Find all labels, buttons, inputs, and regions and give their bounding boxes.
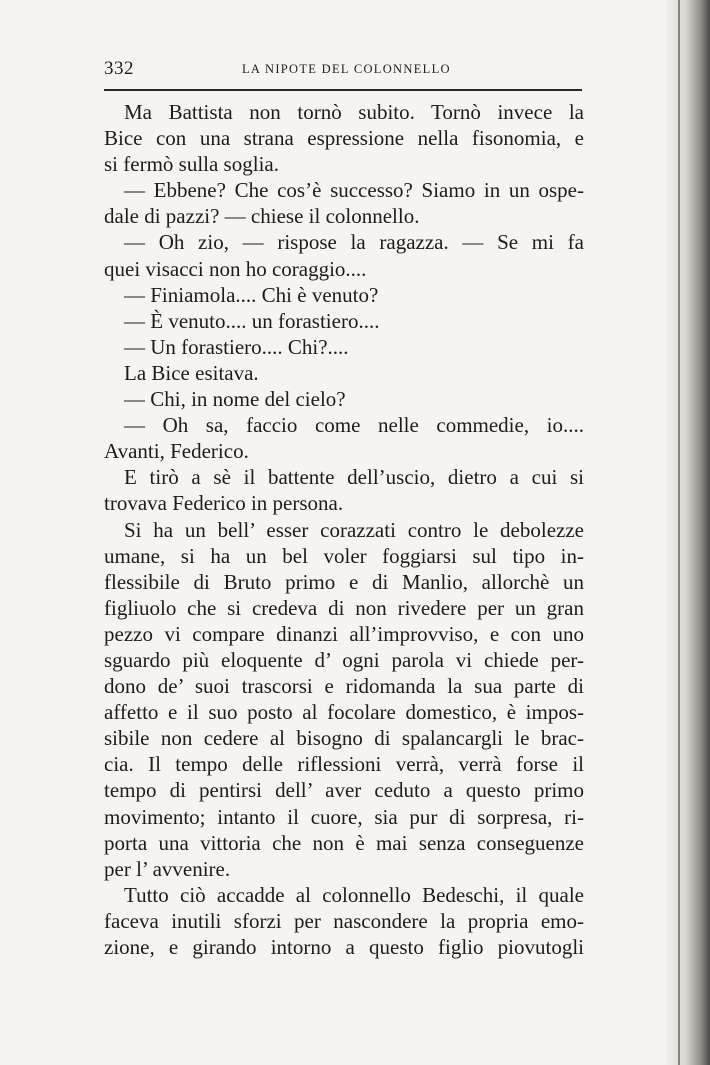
text-line: La Bice esitava. [124, 360, 259, 385]
text-line: Tutto ciò accadde al colonnello Bedeschi, il quale [124, 882, 584, 907]
text-line: dale di pazzi? — chiese il colonnello. [104, 204, 420, 229]
page-gutter-shadow [666, 0, 710, 1065]
page-number: 332 [104, 58, 134, 79]
text-line: — Finiamola.... Chi è venuto? [124, 282, 379, 307]
header-rule [104, 89, 582, 91]
text-line: tempo di pentirsi dell’ aver ceduto a questo primo [104, 778, 584, 803]
text-line: Bice con una strana espressione nella fisonomia, e [104, 126, 584, 151]
text-line: flessibile di Bruto primo e di Manlio, allorchè un [104, 569, 584, 594]
text-line: affetto e il suo posto al focolare domestico, è impos- [104, 700, 584, 725]
text-line: umane, si ha un bel voler foggiarsi sul tipo in- [104, 543, 584, 568]
running-title: LA NIPOTE DEL COLONNELLO [242, 62, 451, 76]
text-line: quei visacci non ho coraggio.... [104, 256, 367, 281]
page-body-text [104, 99, 584, 960]
text-line: cia. Il tempo delle riflessioni verrà, verrà forse il [104, 752, 584, 777]
text-line: per l’ avvenire. [104, 856, 231, 881]
text-line: Avanti, Federico. [104, 439, 249, 464]
text-line: — Oh sa, faccio come nelle commedie, io.... [124, 413, 584, 438]
text-line: — Un forastiero.... Chi?.... [124, 334, 349, 359]
text-line: sguardo più eloquente d’ ogni parola vi chiede per- [104, 647, 584, 672]
text-line: — È venuto.... un forastiero.... [124, 308, 380, 333]
text-line: trovava Federico in persona. [104, 491, 344, 516]
text-line: movimento; intanto il cuore, sia pur di sorpresa, ri- [104, 804, 584, 829]
text-line: Si ha un bell’ esser corazzati contro le debolezze [124, 517, 584, 542]
text-line: zione, e girando intorno a questo figlio piovutogli [104, 935, 584, 959]
text-line: — Ebbene? Che cos’è successo? Siamo in un ospe- [124, 178, 584, 203]
text-line: faceva inutili sforzi per nascondere la propria emo- [104, 908, 584, 933]
text-line: figliuolo che si credeva di non rivedere per un gran [104, 595, 584, 620]
text-line: porta una vittoria che non è mai senza conseguenze [104, 830, 584, 855]
text-line: E tirò a sè il battente dell’uscio, dietro a cui si [124, 465, 584, 490]
text-line: — Oh zio, — rispose la ragazza. — Se mi fa [124, 230, 584, 255]
text-line: pezzo vi compare dinanzi all’improvviso, e con uno [104, 621, 584, 646]
page-header [104, 56, 582, 80]
text-line: Ma Battista non tornò subito. Tornò invece la [124, 100, 584, 124]
page-edge-line [678, 0, 680, 1065]
text-line: — Chi, in nome del cielo? [124, 387, 346, 412]
text-line: sibile non cedere al bisogno di spalancargli le brac- [104, 726, 584, 751]
text-line: si fermò sulla soglia. [104, 152, 279, 177]
text-line: dono de’ suoi trascorsi e ridomanda la sua parte di [104, 674, 584, 699]
